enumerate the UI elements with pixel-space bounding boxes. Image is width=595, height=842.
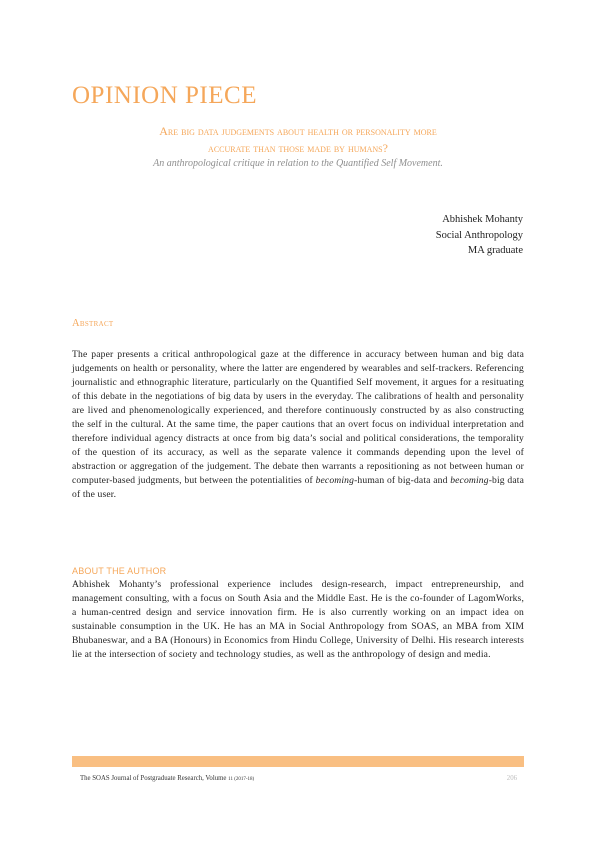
- about-author-body: Abhishek Mohanty’s professional experience includes design-research, impact entrepreneurship, and management consulting, with a focus on South Asia and the Middle East. He is the co-founder of LagomWorks, a human-centred design and service innovation firm. He is also currently working on an impact idea on sustainable consumption in the UK. He has an MA in Social Anthropology from SOAS, an MBA from XIM Bhubaneswar, and a BA (Honours) in Economics from Hindu College, University of Delhi. His research interests lie at the intersection of society and technology studies, as well as the anthropology of design and media.: [72, 579, 524, 661]
- article-subtitle: An anthropological critique in relation to the Quantified Self Movement.: [153, 158, 443, 169]
- abstract-emphasis-2: becoming: [450, 475, 489, 487]
- footer-journal-citation: [80, 775, 254, 782]
- author-block: [436, 212, 523, 259]
- author-degree: MA graduate: [467, 245, 523, 256]
- section-kicker: OPINION PIECE: [72, 82, 257, 109]
- abstract-heading: Abstract: [72, 318, 114, 329]
- footer-journal-name: The SOAS Journal of Postgraduate Research, Volume: [80, 775, 229, 782]
- page-number: 206: [506, 775, 517, 782]
- abstract-text-2: -human of big-data and: [354, 475, 451, 487]
- article-title: [72, 123, 524, 157]
- author-name: Abhishek Mohanty: [442, 214, 523, 225]
- abstract-text-1: The paper presents a critical anthropological gaze at the difference in accuracy between human and big data judgements on health or personality, where the latter are engendered by wearables and self-trackers. Referencing journalistic and ethnographic literature, particularly on the Quantified Self movement, it argues for a resituating of this debate in the negotiations of big data by users in the everyday. The calibrations of health and personality are lived and phenomenologically experienced, and therefore continuously constructed by as also constructing the self in the cultural. At the same time, the paper cautions that an overt focus on individual interpretation and therefore individual agency distracts at once from big data’s social and political considerations, the temporality of the question of its accuracy, as well as the separate valence it commands depending upon the level of abstraction or aggregation of the judgement. The debate then warrants a repositioning as not between human or computer-based judgments, but between the potentialities of: [72, 349, 524, 487]
- abstract-body: [72, 348, 524, 503]
- abstract-text-3: -big data of the user.: [72, 475, 524, 501]
- about-author-heading: ABOUT THE AUTHOR: [72, 566, 167, 576]
- footer-bar: [72, 756, 524, 767]
- author-department: Social Anthropology: [435, 229, 523, 241]
- article-title-line-2: accurate than those made by humans?: [208, 141, 388, 155]
- abstract-emphasis-1: becoming: [315, 475, 355, 487]
- footer-volume: 11 (2017-18): [228, 777, 255, 782]
- article-title-line-1: Are big data judgements about health or personality more: [159, 124, 437, 138]
